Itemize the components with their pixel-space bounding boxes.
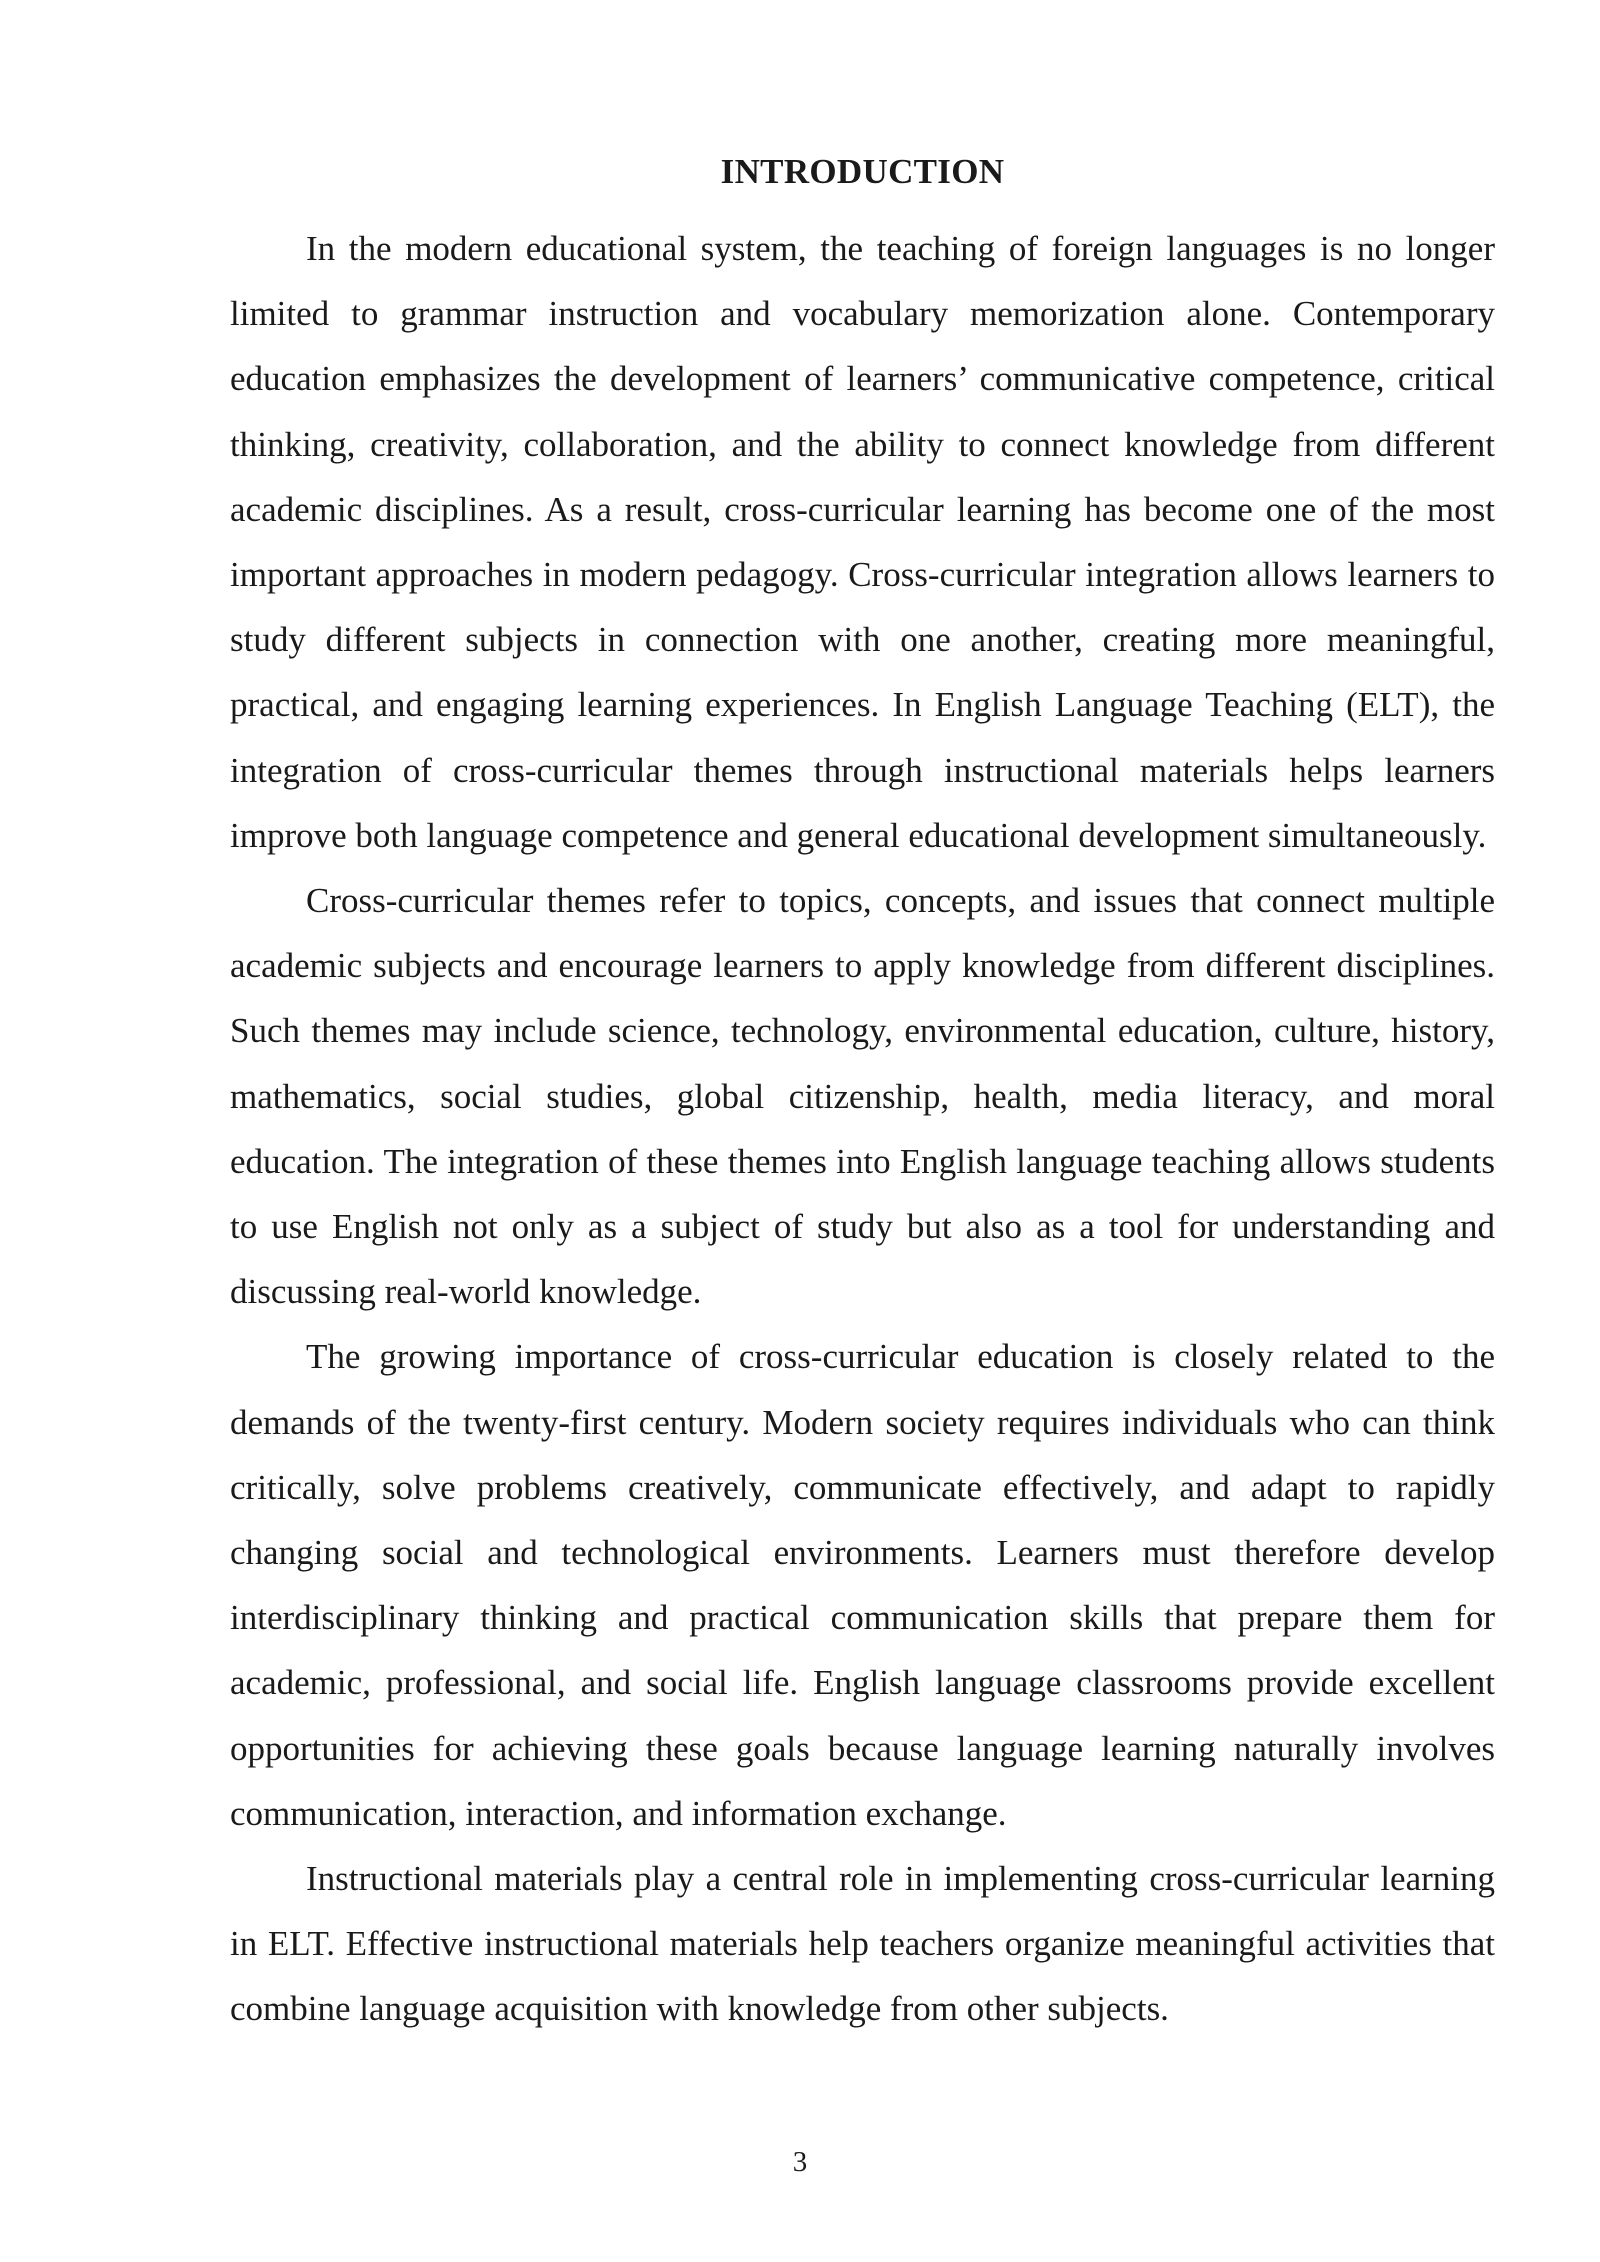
paragraph-3: The growing importance of cross-curricular education is closely related to the demands of the twenty-first century. Modern society requires individuals who can think critically, solve problems creatively, communicate effectively, and adapt to rapidly changing social and technological environments. Learners must therefore develop interdisciplinary thinking and practical communication skills that prepare them for academic, professional, and social life. English language classrooms provide excellent opportunities for achieving these goals because language learning naturally involves communication, interaction, and information exchange. bbox=[230, 1337, 1495, 1833]
page-title: INTRODUCTION bbox=[720, 152, 1005, 191]
page-number: 3 bbox=[792, 2146, 808, 2178]
paragraph-2: Cross-curricular themes refer to topics, concepts, and issues that connect multiple academic subjects and encourage learners to apply knowledge from different disciplines. Such themes may include science, technology, environmental education, culture, history, mathematics, social studies, global citizenship, health, media literacy, and moral education. The integration of these themes into English language teaching allows students to use English not only as a subject of study but also as a tool for understanding and discussing real-world knowledge. bbox=[230, 881, 1495, 1312]
paragraph-4: Instructional materials play a central role in implementing cross-curricular learning in ELT. Effective instructional materials help teachers organize meaningful activities that combine language acquisition with knowledge from other subjects. bbox=[230, 1859, 1495, 2029]
page-content bbox=[230, 148, 1495, 2042]
paragraph-1: In the modern educational system, the teaching of foreign languages is no longer limited to grammar instruction and vocabulary memorization alone. Contemporary education emphasizes the development of learners’ communicative competence, critical thinking, creativity, collaboration, and the ability to connect knowledge from different academic disciplines. As a result, cross-curricular learning has become one of the most important approaches in modern pedagogy. Cross-curricular integration allows learners to study different subjects in connection with one another, creating more meaningful, practical, and engaging learning experiences. In English Language Teaching (ELT), the integration of cross-curricular themes through instructional materials helps learners improve both language competence and general educational development simultaneously. bbox=[230, 229, 1495, 855]
